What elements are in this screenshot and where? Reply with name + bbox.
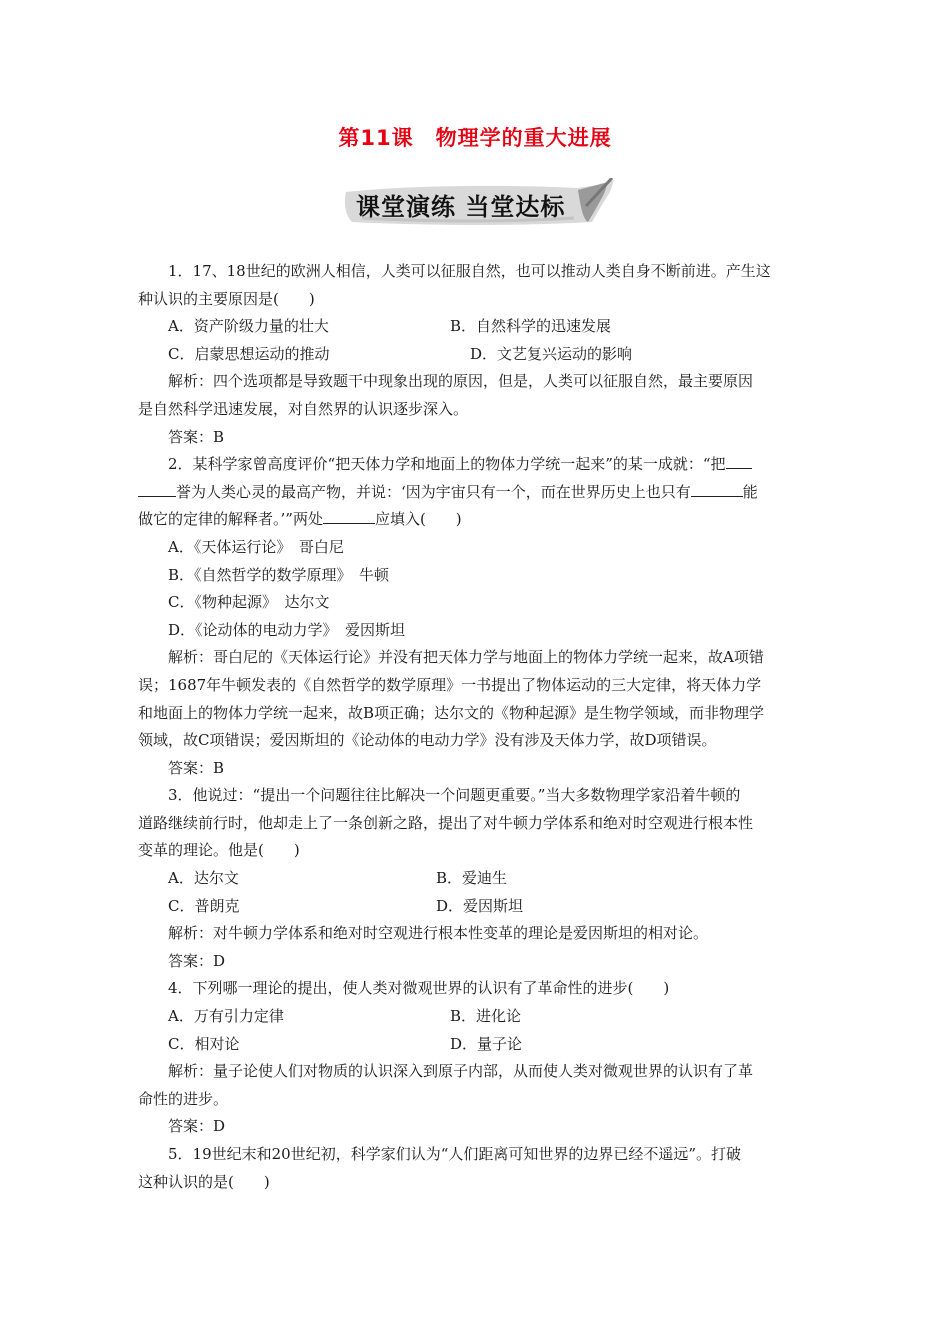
- explanation: 解析：四个选项都是导致题干中现象出现的原因，但是，人类可以征服自然，最主要原因: [168, 372, 754, 391]
- answer: 答案：B: [168, 427, 225, 446]
- question-4: [138, 975, 838, 1141]
- lesson-title: 物理学的重大进展: [435, 126, 612, 150]
- question-stem: 做它的定律的解释者。’”两处 应填入( ): [138, 506, 838, 534]
- option-c: C．普朗克: [168, 896, 240, 915]
- option-a: A．《天体运行论》 哥白尼: [168, 537, 344, 556]
- option-d: D．爱因斯坦: [436, 896, 524, 915]
- question-stem: 3．他说过：“提出一个问题往往比解决一个问题更重要。”当大多数物理学家沿着牛顿的: [168, 786, 741, 805]
- question-5: [138, 1141, 838, 1196]
- question-1: [138, 258, 838, 451]
- option-row: [138, 1031, 838, 1059]
- question-stem: 4．下列哪一理论的提出，使人类对微观世界的认识有了革命性的进步( ): [168, 979, 670, 998]
- option-row: [138, 865, 838, 893]
- fill-blank: [138, 479, 176, 497]
- question-stem: 这种认识的是( ): [138, 1172, 270, 1191]
- question-stem: 种认识的主要原因是( ): [138, 289, 315, 308]
- explanation: 解析：量子论使人们对物质的认识深入到原子内部，从而使人类对微观世界的认识有了革: [168, 1062, 754, 1081]
- explanation: 命性的进步。: [138, 1089, 229, 1108]
- option-b: B．《自然哲学的数学原理》 牛顿: [168, 565, 390, 584]
- question-stem: 5．19世纪末和20世纪初，科学家们认为“人们距离可知世界的边界已经不遥远”。打破: [168, 1145, 742, 1163]
- option-a: A．资产阶级力量的壮大: [168, 317, 329, 336]
- option-row: [138, 341, 838, 369]
- banner-label: 课堂演练 当堂达标: [356, 193, 566, 221]
- option-c: C．相对论: [168, 1034, 240, 1053]
- fill-blank: [323, 506, 375, 524]
- explanation: 是自然科学迅速发展，对自然界的认识逐步深入。: [138, 399, 469, 418]
- option-row: [138, 893, 838, 921]
- option-d: D．《论动体的电动力学》 爱因斯坦: [168, 620, 406, 639]
- answer: 答案：D: [168, 1117, 226, 1136]
- answer: 答案：D: [168, 951, 226, 970]
- option-d: D．文艺复兴运动的影响: [470, 344, 633, 363]
- option-row: [138, 313, 838, 341]
- question-stem: 1．17、18世纪的欧洲人相信，人类可以征服自然，也可以推动人类自身不断前进。产生这: [168, 262, 771, 280]
- fill-blank: [691, 479, 743, 497]
- question-stem: 誉为人类心灵的最高产物，并说：‘因为宇宙只有一个，而在世界历史上也只有 能: [138, 479, 838, 507]
- option-c: C．《物种起源》 达尔文: [168, 593, 330, 612]
- question-stem: 变革的理论。他是( ): [138, 841, 300, 860]
- page-title: [0, 122, 950, 152]
- option-a: A．达尔文: [168, 869, 239, 888]
- answer: 答案：B: [168, 758, 225, 777]
- explanation: 解析：哥白尼的《天体运行论》并没有把天体力学与地面上的物体力学统一起来，故A项错: [168, 648, 764, 667]
- question-2: [138, 451, 838, 782]
- explanation: 解析：对牛顿力学体系和绝对时空观进行根本性变革的理论是爱因斯坦的相对论。: [168, 924, 709, 943]
- explanation: 误；1687年牛顿发表的《自然哲学的数学原理》一书提出了物体运动的三大定律，将天体力学: [138, 675, 762, 694]
- option-b: B．进化论: [450, 1007, 522, 1026]
- option-b: B．自然科学的迅速发展: [450, 317, 612, 336]
- option-c: C．启蒙思想运动的推动: [168, 344, 330, 363]
- question-list: [138, 258, 838, 1196]
- section-banner: [342, 178, 624, 230]
- fill-blank: [726, 451, 752, 469]
- lesson-number: 第11课: [338, 126, 414, 150]
- explanation: 领域，故C项错误；爱因斯坦的《论动体的电动力学》没有涉及天体力学，故D项错误。: [138, 731, 717, 750]
- question-stem: 2．某科学家曾高度评价“把天体力学和地面上的物体力学统一起来”的某一成就：“把: [138, 451, 838, 479]
- question-stem: 道路继续前行时，他却走上了一条创新之路，提出了对牛顿力学体系和绝对时空观进行根本性: [138, 813, 754, 832]
- explanation: 和地面上的物体力学统一起来，故B项正确；达尔文的《物种起源》是生物学领域，而非物理学: [138, 703, 765, 722]
- option-a: A．万有引力定律: [168, 1007, 284, 1026]
- option-b: B．爱迪生: [436, 869, 508, 888]
- option-row: [138, 1003, 838, 1031]
- question-3: [138, 782, 838, 975]
- option-d: D．量子论: [450, 1034, 523, 1053]
